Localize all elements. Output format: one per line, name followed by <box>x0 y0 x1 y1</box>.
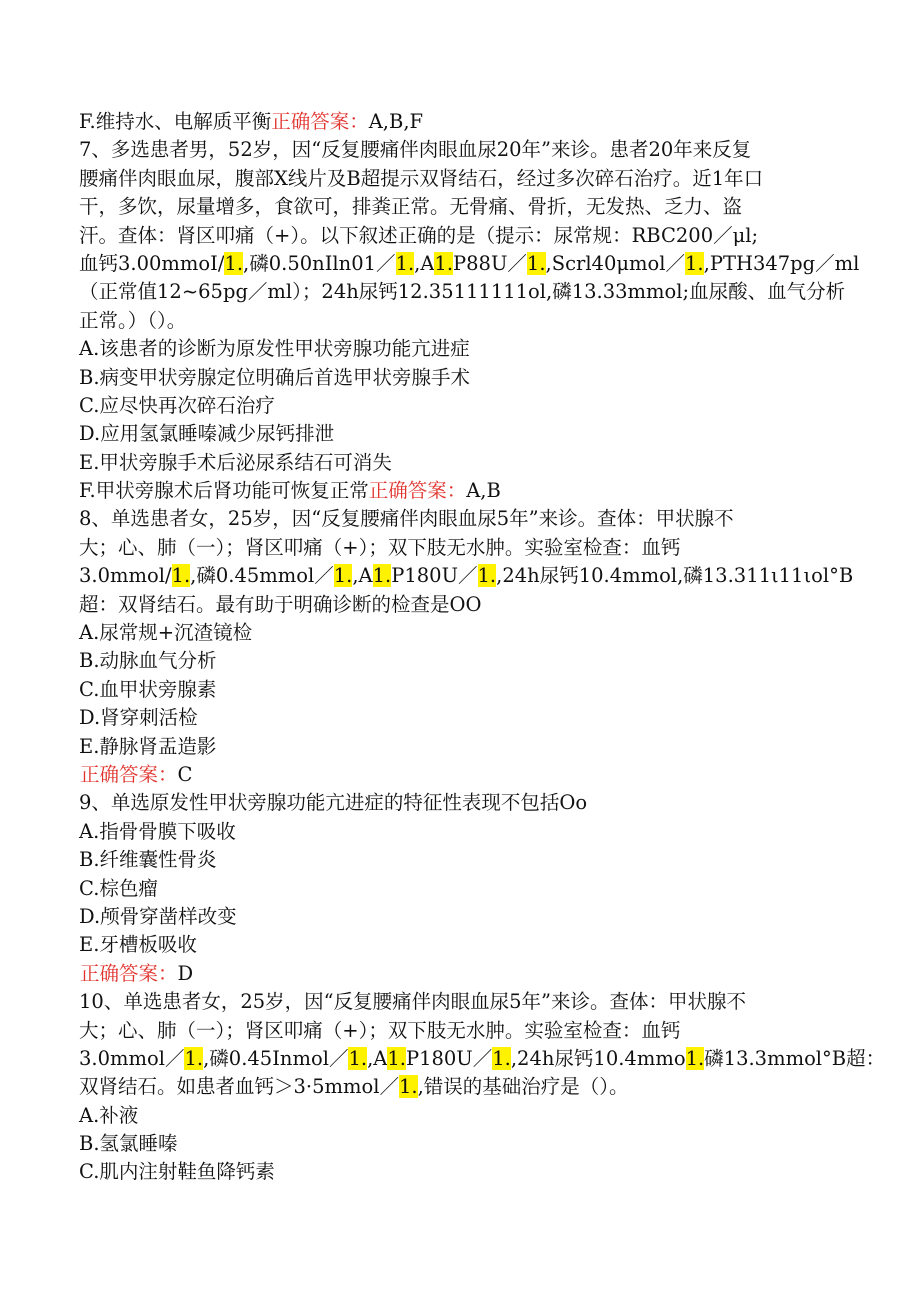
option-b: B.动脉血气分析 <box>79 649 217 673</box>
question-text: 7、多选患者男，52岁，因“反复腰痛伴肉眼血尿20年”来诊。患者20年来反复 <box>79 138 752 162</box>
document-page <box>79 108 886 1187</box>
answer-label: 正确答案： <box>271 110 369 133</box>
highlight-mark: 1. <box>224 251 244 275</box>
answer-value: A,B,F <box>368 110 424 133</box>
highlight-mark: 1. <box>685 251 704 275</box>
option-a: A.补液 <box>79 1103 139 1127</box>
option-a: A.尿常规+沉渣镜检 <box>79 621 253 645</box>
question-text: 腰痛伴肉眼血尿，腹部X线片及B超提示双肾结石，经过多次碎石治疗。近1年口 <box>79 166 764 190</box>
option-b: B.病变甲状旁腺定位明确后首选甲状旁腺手术 <box>79 365 471 389</box>
highlight-mark: 1. <box>184 1046 204 1070</box>
highlight-mark: 1. <box>526 251 546 275</box>
highlight-mark: 1. <box>372 564 392 588</box>
answer-value: D <box>177 961 194 985</box>
highlight-mark: 1. <box>395 251 415 275</box>
text-run: ,Scrl40μmol／ <box>545 251 686 275</box>
option-c: C.血甲状旁腺素 <box>79 677 217 701</box>
question-text: 干，多饮，尿量增多，食欲可，排粪正常。无骨痛、骨折，无发热、乏力、盗 <box>79 195 743 219</box>
text-run: 磷13.3mmol°B超： <box>704 1046 886 1070</box>
option-text: F.维持水、电解质平衡 <box>79 110 272 133</box>
option-f <box>79 477 839 505</box>
text-run: ,A <box>414 251 435 275</box>
option-c: C.肌内注射鞋鱼降钙素 <box>79 1160 275 1184</box>
option-d: D.肾穿刺活检 <box>79 706 198 730</box>
highlight-mark: 1. <box>387 1046 406 1070</box>
highlight-mark: 1. <box>348 1046 368 1070</box>
text-run: ,24h尿钙10.4mmol,磷13.311ι11ιol°B <box>496 564 854 588</box>
question-text: 10、单选患者女，25岁，因“反复腰痛伴肉眼血尿5年”来诊。查体：甲状腺不 <box>79 990 746 1014</box>
option-a: A.指骨骨膜下吸收 <box>79 819 236 843</box>
question-text <box>79 1073 839 1101</box>
answer-label: 正确答案： <box>368 479 467 503</box>
option-text: F.甲状旁腺术后肾功能可恢复正常 <box>79 479 369 503</box>
option-a: A.该患者的诊断为原发性甲状旁腺功能亢进症 <box>79 337 470 361</box>
highlight-mark: 1. <box>685 1046 705 1070</box>
text-run: 双肾结石。如患者血钙＞3·5mmol／ <box>79 1075 399 1099</box>
text-run: ,A <box>367 1046 388 1070</box>
answer-label: 正确答案： <box>80 961 178 985</box>
answer-line <box>79 761 839 789</box>
highlight-mark: 1. <box>434 251 454 275</box>
highlight-mark: 1. <box>477 564 497 588</box>
question-text: 大；心、肺（一）；肾区叩痛（+）；双下肢无水肿。实验室检查：血钙 <box>79 1018 681 1042</box>
text-run: ,磷0.45Inmol／ <box>203 1046 349 1070</box>
question-text: 汗。查体：肾区叩痛（+）。以下叙述正确的是（提示：尿常规：RBC200／μl; <box>79 223 759 247</box>
option-b: B.氢氯睡嗪 <box>79 1132 178 1156</box>
text-run: P88U／ <box>453 251 527 275</box>
option-b: B.纤维囊性骨炎 <box>79 848 217 872</box>
option-e: E.牙槽板吸收 <box>79 933 197 957</box>
text-run: ,错误的基础治疗是（）。 <box>417 1075 629 1099</box>
text-run: ,PTH347pg／ml <box>703 251 860 275</box>
answer-line <box>79 960 839 988</box>
option-e: E.甲状旁腺手术后泌尿系结石可消失 <box>79 450 392 474</box>
text-run: 3.0mmol/ <box>79 564 172 588</box>
text-run: ,磷0.50nIln01／ <box>243 251 396 275</box>
question-text: 正常。）（）。 <box>79 308 187 332</box>
option-c: C.应尽快再次碎石治疗 <box>79 393 275 417</box>
option-c: C.棕色瘤 <box>79 876 158 900</box>
highlight-mark: 1. <box>492 1046 511 1070</box>
text-run: ,磷0.45mmol／ <box>190 564 334 588</box>
question-text <box>79 1045 886 1073</box>
text-run: P180U／ <box>391 564 478 588</box>
question-text: （正常值12~65pg／ml）；24h尿钙12.35111111ol,磷13.33mmol;血尿酸、血气分析 <box>79 280 846 304</box>
question-text: 8、单选患者女，25岁，因“反复腰痛伴肉眼血尿5年”来诊。查体：甲状腺不 <box>79 507 734 531</box>
text-run: 血钙3.00mmoI/ <box>79 251 225 275</box>
highlight-mark: 1. <box>333 564 353 588</box>
question-text: 大；心、肺（一）；肾区叩痛（+）；双下肢无水肿。实验室检查：血钙 <box>79 535 681 559</box>
question-text: 9、单选原发性甲状旁腺功能亢进症的特征性表现不包括Oo <box>79 791 588 815</box>
answer-label: 正确答案： <box>80 762 178 786</box>
option-d: D.颅骨穿凿样改变 <box>79 904 237 928</box>
text-run: ,A <box>352 564 373 588</box>
question-text: 超：双肾结石。最有助于明确诊断的检查是OO <box>79 592 482 616</box>
question-text <box>79 250 860 278</box>
question-text <box>79 562 854 590</box>
text-run: ,24h尿钙10.4mmo <box>510 1046 686 1070</box>
highlight-mark: 1. <box>398 1075 418 1099</box>
text-run: P180U／ <box>405 1046 493 1070</box>
option-line <box>79 108 839 136</box>
option-d: D.应用氢氯睡嗪减少尿钙排泄 <box>79 422 335 446</box>
highlight-mark: 1. <box>171 564 191 588</box>
option-e: E.静脉肾盂造影 <box>79 734 217 758</box>
answer-value: A,B <box>466 479 501 503</box>
answer-value: C <box>177 762 193 786</box>
text-run: 3.0mmol／ <box>79 1046 185 1070</box>
